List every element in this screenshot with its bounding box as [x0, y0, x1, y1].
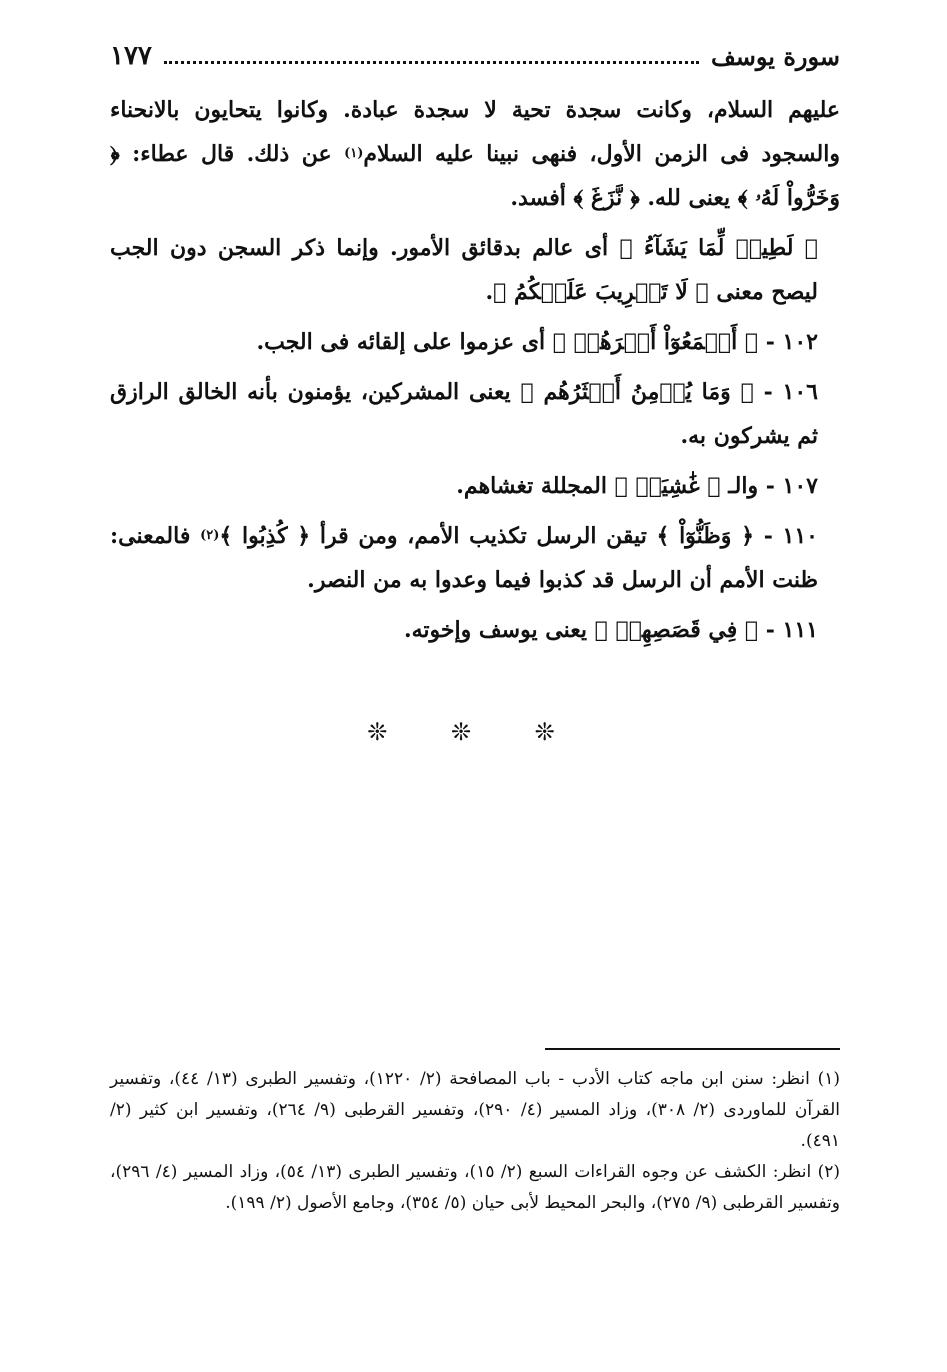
footnote-marker-2: (٢) [200, 528, 220, 543]
main-text [110, 88, 840, 658]
paragraph-text: ١١٠ - ﴿ وَظَنُّوٓاْ ﴾ تيقن الرسل تكذيب الأمم، ومن قرأ ﴿ كُذِبُوا ﴾ [219, 523, 818, 549]
book-page [110, 30, 840, 1340]
paragraph-verse-106: ١٠٦ - ﴿ وَمَا يُؤۡمِنُ أَكۡثَرُهُم ﴾ يعنى المشركين، يؤمنون بأنه الخالق الرازق ثم يشركون به. [110, 379, 818, 449]
footnote-2: (٢) انظر: الكشف عن وجوه القراءات السبع (٢/ ١٥)، وتفسير الطبرى (١٣/ ٥٤)، وزاد المسير (٤/ ٢٩٦)، وتفسير القرطبى (٩/ ٢٧٥)، والبحر المحيط لأبى حيان (٥/ ٣٥٤)، وجامع الأصول (٢/ ١٩٩). [110, 1162, 840, 1213]
paragraph-text: فالمعنى: ظنت الأمم أن الرسل قد كذبوا فيما وعدوا به من النصر. [110, 523, 818, 593]
surah-title: سورة يوسف [710, 41, 840, 71]
paragraph-intro [110, 88, 840, 220]
paragraph-verse-110 [110, 514, 840, 602]
header-dotted-leader [164, 61, 699, 64]
page-number: ١٧٧ [110, 41, 152, 71]
paragraph-latif: ﴿ لَطِيفٞ لِّمَا يَشَآءُ ﴾ أى عالم بدقائق الأمور. وإنما ذكر السجن دون الجب ليصح معنى ﴿ لَا تَثۡرِيبَ عَلَيۡكُمُ ﴾. [110, 235, 818, 305]
paragraph-verse-107: ١٠٧ - والـ ﴿ غَٰشِيَةٞ ﴾ المجللة تغشاهم. [456, 473, 818, 499]
running-header [110, 36, 840, 76]
section-separator: ❊ ❊ ❊ [367, 718, 583, 746]
paragraph-text: عن ذلك. قال عطاء: ﴿ وَخَرُّواْ لَهُۥ ﴾ يعنى لله. ﴿ نَّزَغَ ﴾ أفسد. [110, 141, 840, 211]
paragraph-verse-102: ١٠٢ - ﴿ أَجۡمَعُوٓاْ أَمۡرَهُمۡ ﴾ أى عزموا على إلقائه فى الجب. [256, 329, 818, 355]
footnotes [110, 1064, 840, 1219]
footnote-rule [545, 1048, 840, 1050]
paragraph-verse-111: ١١١ - ﴿ فِي قَصَصِهِمۡ ﴾ يعنى يوسف وإخوته. [403, 617, 818, 643]
footnote-marker-1: (١) [344, 146, 364, 161]
paragraph-text: عليهم السلام، وكانت سجدة تحية لا سجدة عبادة. وكانوا يتحايون بالانحناء والسجود فى الزمن الأول، فنهى نبينا عليه السلام [110, 97, 840, 167]
footnote-1: (١) انظر: سنن ابن ماجه كتاب الأدب - باب المصافحة (٢/ ١٢٢٠)، وتفسير الطبرى (١٣/ ٤٤)، وتفسير القرآن للماوردى (٢/ ٣٠٨)، وزاد المسير (٤/ ٢٩٠)، وتفسير القرطبى (٩/ ٢٦٤)، وتفسير ابن كثير (٢/ ٤٩١). [110, 1069, 841, 1151]
